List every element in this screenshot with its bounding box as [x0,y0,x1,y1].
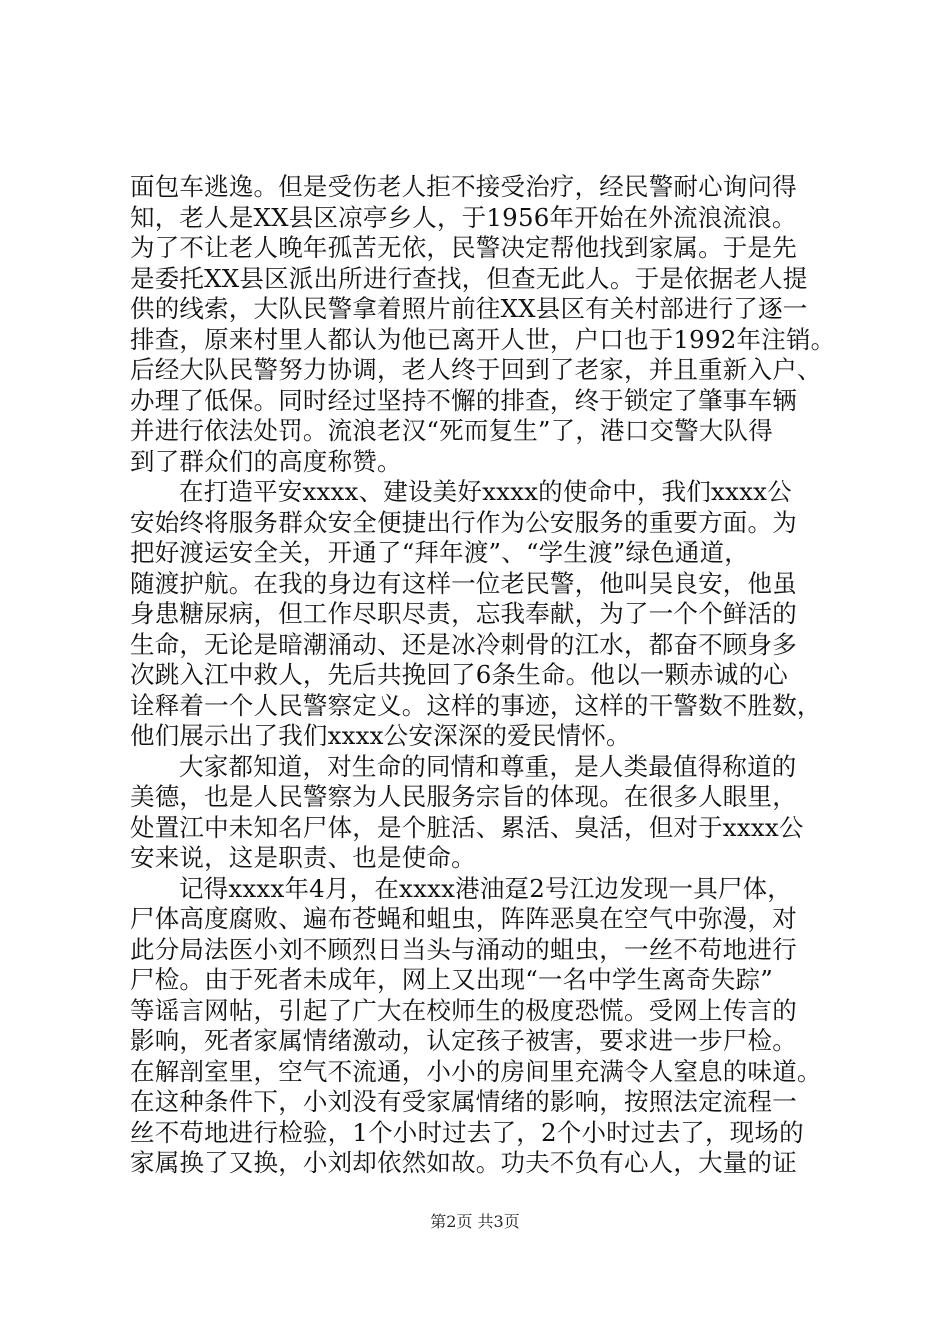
text-line: 生命，无论是暗潮涌动、还是冰冷刺骨的江水，都奋不顾身多 [130,629,797,659]
paragraph-start-line: 在打造平安xxxx、建设美好xxxx的使命中，我们xxxx公 [179,477,792,506]
text-line: 此分局法医小刘不顾烈日当头与涌动的蛆虫，一丝不苟地进行 [130,934,797,964]
text-line: 面包车逃逸。但是受伤老人拒不接受治疗，经民警耐心询问得 [130,172,797,201]
text-line: 供的线索，大队民警拿着照片前往XX县区有关村部进行了逐一 [130,294,808,323]
text-line: 到了群众们的高度称赞。 [130,446,402,476]
text-line: 把好渡运安全关，开通了“拜年渡”、“学生渡”绿色通道， [130,538,749,567]
text-line: 尸体高度腐败、遍布苍蝇和蛆虫，阵阵恶臭在空气中弥漫，对 [130,904,797,933]
text-line: 排查，原来村里人都认为他已离开人世，户口也于1992年注销。 [130,324,836,354]
text-line: 等谣言网帖，引起了广大在校师生的极度恐慌。受网上传言的 [130,995,797,1025]
text-line: 随渡护航。在我的身边有这样一位老民警，他叫吴良安，他虽 [130,568,797,598]
text-line: 在这种条件下，小刘没有受家属情绪的影响，按照法定流程一 [130,1087,797,1116]
paragraph-start-line: 记得xxxx年4月，在xxxx港油趸2号江边发现一具尸体， [179,873,793,903]
page-footer: 第2页 共3页 [430,1212,520,1231]
text-line: 在解剖室里，空气不流通，小小的房间里充满令人窒息的味道。 [130,1056,822,1086]
text-line: 是委托XX县区派出所进行查找，但查无此人。于是依据老人提 [130,263,808,293]
text-line: 安始终将服务群众安全便捷出行作为公安服务的重要方面。为 [130,507,797,537]
text-line: 为了不让老人晚年孤苦无依，民警决定帮他找到家属。于是先 [130,233,797,262]
text-line: 次跳入江中救人，先后共挽回了6条生命。他以一颗赤诚的心 [130,660,788,689]
text-line: 后经大队民警努力协调，老人终于回到了老家，并且重新入户、 [130,355,822,384]
text-line: 安来说，这是职责、也是使命。 [130,843,476,872]
text-line: 丝不苟地进行检验，1个小时过去了，2个小时过去了，现场的 [130,1117,804,1147]
text-line: 他们展示出了我们xxxx公安深深的爱民情怀。 [130,721,631,750]
text-line: 尸检。由于死者未成年，网上又出现“一名中学生离奇失踪” [130,965,773,994]
text-line: 处置江中未知名尸体，是个脏活、累活、臭活，但对于xxxx公 [130,812,804,842]
paragraph-start-line: 大家都知道，对生命的同情和尊重，是人类最值得称道的 [179,751,797,781]
text-line: 诠释着一个人民警察定义。这样的事迹，这样的干警数不胜数， [130,690,822,720]
text-line: 身患糖尿病，但工作尽职尽责，忘我奉献，为了一个个鲜活的 [130,599,797,628]
text-line: 并进行依法处罚。流浪老汉“死而复生”了，港口交警大队得 [130,416,773,445]
text-line: 美德，也是人民警察为人民服务宗旨的体现。在很多人眼里， [130,782,797,811]
text-line: 办理了低保。同时经过坚持不懈的排查，终于锁定了肇事车辆 [130,385,797,415]
document-body [130,172,835,1179]
text-line: 知，老人是XX县区凉亭乡人，于1956年开始在外流浪流浪。 [130,202,797,232]
text-line: 影响，死者家属情绪激动，认定孩子被害，要求进一步尸检。 [130,1026,797,1055]
text-line: 家属换了又换，小刘却依然如故。功夫不负有心人，大量的证 [130,1148,797,1177]
